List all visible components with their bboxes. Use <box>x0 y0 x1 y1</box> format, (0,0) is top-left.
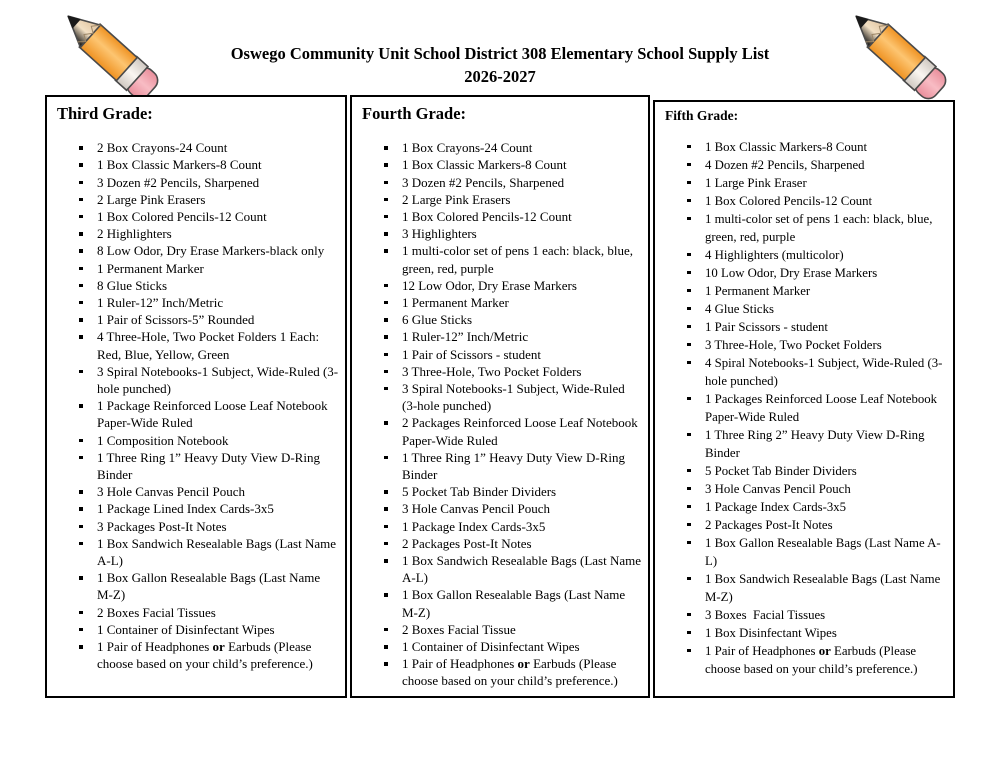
supply-item: 1 Box Sandwich Resealable Bags (Last Name M-Z) <box>685 570 947 606</box>
fifth-grade-panel <box>653 100 955 698</box>
fourth-grade-panel <box>350 95 650 698</box>
supply-item: 1 Ruler-12” Inch/Metric <box>77 294 339 311</box>
supply-item: 1 Permanent Marker <box>382 294 642 311</box>
supply-item: 1 Box Sandwich Resealable Bags (Last Name A-L) <box>77 535 339 569</box>
supply-item: 1 Three Ring 1” Heavy Duty View D-Ring Binder <box>77 449 339 483</box>
supply-item: 1 Composition Notebook <box>77 432 339 449</box>
supply-item: 1 Pair of Scissors - student <box>382 346 642 363</box>
supply-item: 6 Glue Sticks <box>382 311 642 328</box>
third-grade-panel <box>45 95 347 698</box>
page-title-line2: 2026-2027 <box>464 67 536 86</box>
supply-item: 1 Box Gallon Resealable Bags (Last Name M-Z) <box>77 569 339 603</box>
supply-item: 1 Three Ring 1” Heavy Duty View D-Ring Binder <box>382 449 642 483</box>
supply-item: 1 Packages Reinforced Loose Leaf Notebook Paper-Wide Ruled <box>685 390 947 426</box>
supply-item: 1 Box Colored Pencils-12 Count <box>382 208 642 225</box>
supply-item: 1 Box Classic Markers-8 Count <box>77 156 339 173</box>
supply-item: 1 Package Index Cards-3x5 <box>685 498 947 516</box>
supply-item: 2 Large Pink Erasers <box>77 191 339 208</box>
supply-item: 3 Dozen #2 Pencils, Sharpened <box>77 174 339 191</box>
supply-item: 1 multi-color set of pens 1 each: black, blue, green, red, purple <box>382 242 642 276</box>
supply-item: 2 Large Pink Erasers <box>382 191 642 208</box>
supply-item: 3 Spiral Notebooks-1 Subject, Wide-Ruled (3-hole punched) <box>382 380 642 414</box>
supply-item: 1 Pair Scissors - student <box>685 318 947 336</box>
supply-item: 3 Highlighters <box>382 225 642 242</box>
supply-item: 1 Box Classic Markers-8 Count <box>685 138 947 156</box>
supply-item: 10 Low Odor, Dry Erase Markers <box>685 264 947 282</box>
supply-item: 1 Box Sandwich Resealable Bags (Last Name A-L) <box>382 552 642 586</box>
supply-item: 1 Permanent Marker <box>77 260 339 277</box>
supply-item: 12 Low Odor, Dry Erase Markers <box>382 277 642 294</box>
supply-item: 8 Glue Sticks <box>77 277 339 294</box>
supply-item: 1 Package Reinforced Loose Leaf Notebook Paper-Wide Ruled <box>77 397 339 431</box>
third-grade-list <box>47 139 345 672</box>
fourth-grade-list <box>352 139 648 690</box>
supply-item: 1 Pair of Headphones or Earbuds (Please choose based on your child’s preference.) <box>77 638 339 672</box>
supply-item: 4 Highlighters (multicolor) <box>685 246 947 264</box>
supply-item: 1 Box Disinfectant Wipes <box>685 624 947 642</box>
supply-item: 4 Three-Hole, Two Pocket Folders 1 Each: Red, Blue, Yellow, Green <box>77 328 339 362</box>
supply-item: 3 Boxes Facial Tissues <box>685 606 947 624</box>
supply-item: 1 Box Classic Markers-8 Count <box>382 156 642 173</box>
supply-item: 1 Pair of Scissors-5” Rounded <box>77 311 339 328</box>
page-title-line1: Oswego Community Unit School District 308 Elementary School Supply List <box>230 44 770 63</box>
supply-item: 2 Boxes Facial Tissues <box>77 604 339 621</box>
supply-item: 2 Packages Post-It Notes <box>685 516 947 534</box>
supply-item: 1 Container of Disinfectant Wipes <box>382 638 642 655</box>
supply-item: 1 Ruler-12” Inch/Metric <box>382 328 642 345</box>
supply-item: 3 Dozen #2 Pencils, Sharpened <box>382 174 642 191</box>
supply-item: 2 Packages Post-It Notes <box>382 535 642 552</box>
supply-item: 2 Box Crayons-24 Count <box>77 139 339 156</box>
supply-item: 3 Hole Canvas Pencil Pouch <box>382 500 642 517</box>
supply-item: 2 Highlighters <box>77 225 339 242</box>
supply-item: 3 Spiral Notebooks-1 Subject, Wide-Ruled (3-hole punched) <box>77 363 339 397</box>
supply-item: 5 Pocket Tab Binder Dividers <box>685 462 947 480</box>
supply-item: 1 Large Pink Eraser <box>685 174 947 192</box>
supply-item: 2 Packages Reinforced Loose Leaf Notebook Paper-Wide Ruled <box>382 414 642 448</box>
supply-item: 1 Container of Disinfectant Wipes <box>77 621 339 638</box>
supply-item: 4 Glue Sticks <box>685 300 947 318</box>
supply-item: 1 Box Colored Pencils-12 Count <box>77 208 339 225</box>
supply-item: 1 Package Lined Index Cards-3x5 <box>77 500 339 517</box>
supply-item: 1 Box Gallon Resealable Bags (Last Name M-Z) <box>382 586 642 620</box>
supply-item: 3 Three-Hole, Two Pocket Folders <box>685 336 947 354</box>
supply-item: 1 Pair of Headphones or Earbuds (Please choose based on your child’s preference.) <box>685 642 947 678</box>
supply-item: 2 Boxes Facial Tissue <box>382 621 642 638</box>
third-grade-heading: Third Grade: <box>57 104 153 123</box>
supply-item: 8 Low Odor, Dry Erase Markers-black only <box>77 242 339 259</box>
supply-item: 1 Pair of Headphones or Earbuds (Please choose based on your child’s preference.) <box>382 655 642 689</box>
supply-item: 4 Spiral Notebooks-1 Subject, Wide-Ruled (3-hole punched) <box>685 354 947 390</box>
supply-item: 4 Dozen #2 Pencils, Sharpened <box>685 156 947 174</box>
supply-item: 1 Permanent Marker <box>685 282 947 300</box>
supply-item: 3 Hole Canvas Pencil Pouch <box>77 483 339 500</box>
fifth-grade-list <box>655 138 953 678</box>
fifth-grade-heading: Fifth Grade: <box>665 108 739 123</box>
supply-item: 1 Box Colored Pencils-12 Count <box>685 192 947 210</box>
supply-item: 1 Package Index Cards-3x5 <box>382 518 642 535</box>
supply-item: 1 multi-color set of pens 1 each: black, blue, green, red, purple <box>685 210 947 246</box>
supply-item: 1 Three Ring 2” Heavy Duty View D-Ring Binder <box>685 426 947 462</box>
fourth-grade-heading: Fourth Grade: <box>362 104 467 123</box>
supply-item: 3 Hole Canvas Pencil Pouch <box>685 480 947 498</box>
supply-item: 1 Box Crayons-24 Count <box>382 139 642 156</box>
page-title <box>0 42 1000 88</box>
supply-item: 3 Three-Hole, Two Pocket Folders <box>382 363 642 380</box>
supply-item: 3 Packages Post-It Notes <box>77 518 339 535</box>
supply-item: 1 Box Gallon Resealable Bags (Last Name A-L) <box>685 534 947 570</box>
supply-item: 5 Pocket Tab Binder Dividers <box>382 483 642 500</box>
